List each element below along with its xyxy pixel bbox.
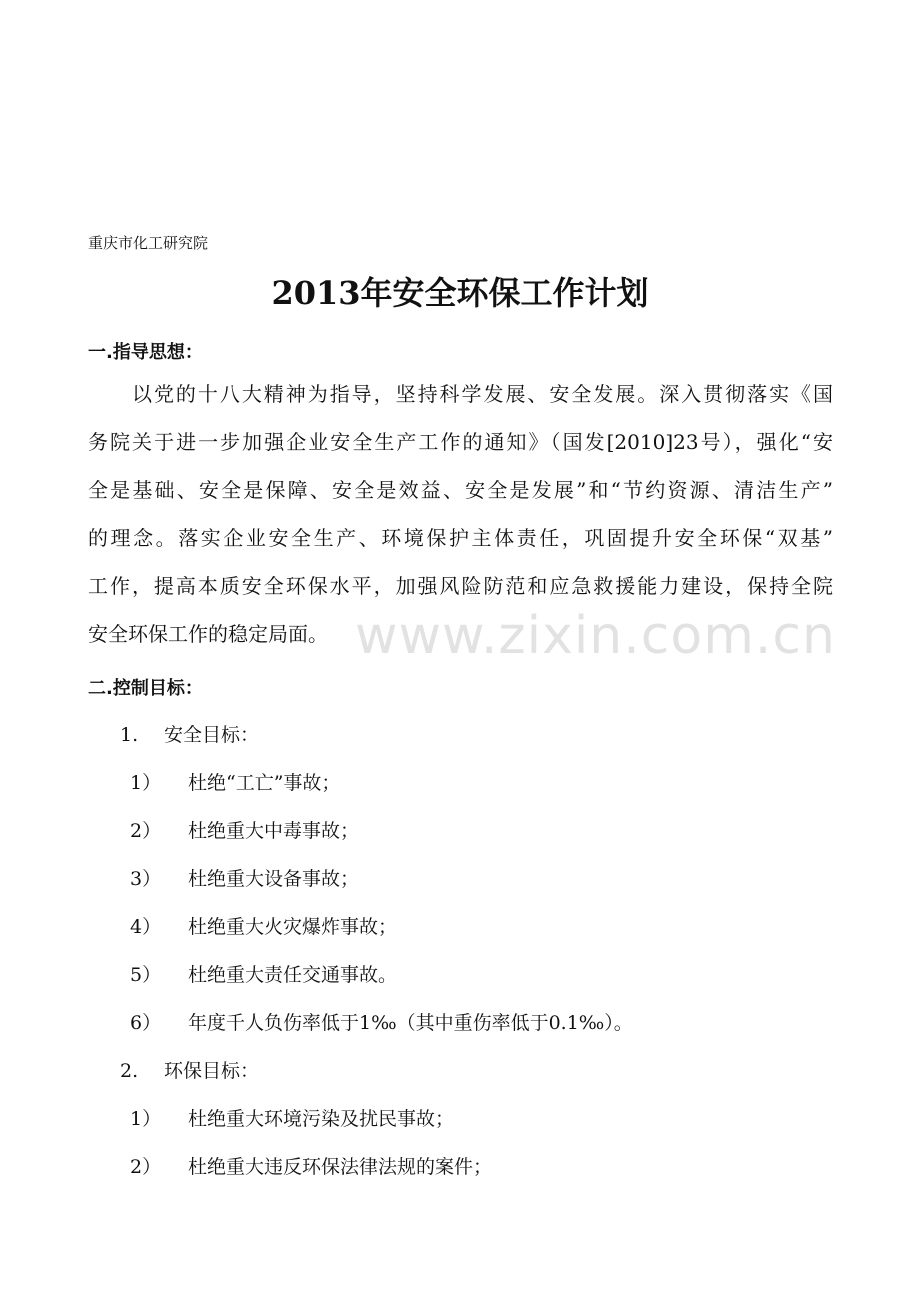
item-text: 杜绝重大责任交通事故。 bbox=[188, 964, 398, 986]
item-number: 2） bbox=[130, 1156, 162, 1178]
item-number: 6） bbox=[130, 1012, 162, 1034]
paragraph-line: 以党的十八大精神为指导，坚持科学发展、安全发展。深入贯彻落实《国 bbox=[132, 382, 833, 406]
list-item bbox=[130, 1008, 633, 1035]
paragraph-line: 安全环保工作的稳定局面。 bbox=[88, 622, 328, 646]
list-item bbox=[130, 960, 397, 987]
item-text: 年度千人负伤率低于1‰（其中重伤率低于0.1‰）。 bbox=[188, 1012, 633, 1034]
list-item bbox=[130, 912, 397, 939]
item-text: 杜绝“工亡”事故； bbox=[188, 772, 341, 794]
list-item bbox=[130, 1104, 454, 1131]
organization-name: 重庆市化工研究院 bbox=[88, 234, 209, 252]
item-number: 2） bbox=[130, 820, 162, 842]
item-number: 5） bbox=[130, 964, 162, 986]
goal-number: 1. bbox=[120, 724, 139, 746]
goal-environment bbox=[120, 1056, 259, 1083]
item-text: 杜绝重大违反环保法律法规的案件； bbox=[188, 1156, 493, 1178]
item-text: 杜绝重大火灾爆炸事故； bbox=[188, 916, 398, 938]
goal-safety bbox=[120, 720, 259, 747]
document-title: 2013年安全环保工作计划 bbox=[271, 274, 649, 312]
paragraph-line: 务院关于进一步加强企业安全生产工作的通知》（国发[2010]23号），强化“安 bbox=[88, 430, 833, 454]
list-item bbox=[130, 864, 359, 891]
item-number: 4） bbox=[130, 916, 162, 938]
paragraph-line: 工作，提高本质安全环保水平，加强风险防范和应急救援能力建设，保持全院 bbox=[88, 574, 833, 598]
paragraph-line: 全是基础、安全是保障、安全是效益、安全是发展”和“节约资源、清洁生产” bbox=[88, 478, 833, 502]
section-heading-guiding-ideology: 一.指导思想： bbox=[88, 342, 203, 363]
item-text: 杜绝重大环境污染及扰民事故； bbox=[188, 1108, 455, 1130]
list-item bbox=[130, 768, 340, 795]
list-item bbox=[130, 1152, 492, 1179]
watermark: www.zixin.com.cn bbox=[355, 606, 836, 666]
goal-label: 安全目标： bbox=[164, 724, 260, 746]
item-text: 杜绝重大中毒事故； bbox=[188, 820, 360, 842]
goal-number: 2. bbox=[120, 1060, 139, 1082]
section-heading-control-targets: 二.控制目标： bbox=[88, 678, 203, 699]
item-number: 1） bbox=[130, 772, 162, 794]
item-number: 1） bbox=[130, 1108, 162, 1130]
item-number: 3） bbox=[130, 868, 162, 890]
goal-label: 环保目标： bbox=[164, 1060, 260, 1082]
list-item bbox=[130, 816, 359, 843]
item-text: 杜绝重大设备事故； bbox=[188, 868, 360, 890]
paragraph-line: 的理念。落实企业安全生产、环境保护主体责任，巩固提升安全环保“双基” bbox=[88, 526, 833, 550]
